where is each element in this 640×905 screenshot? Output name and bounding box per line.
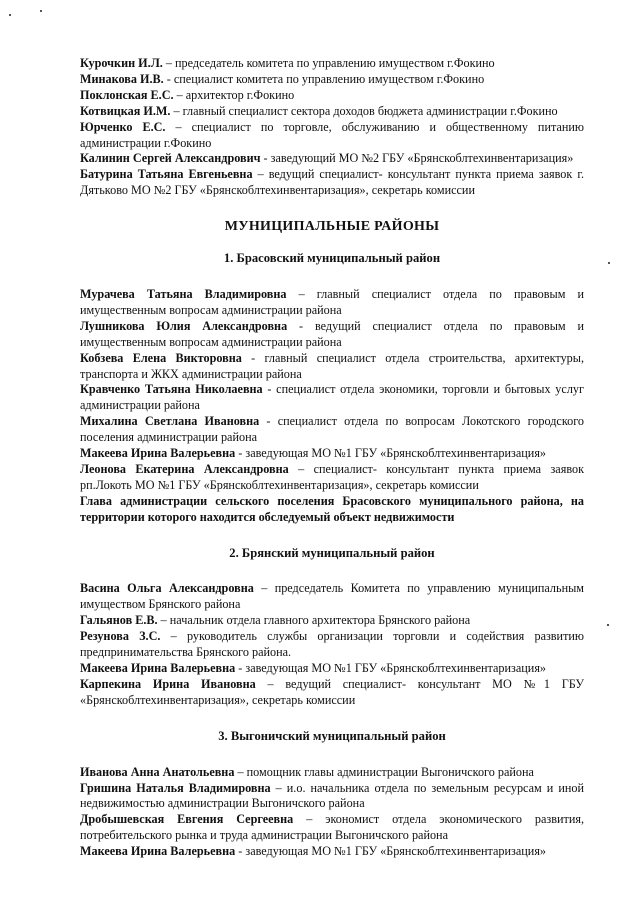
scan-speck bbox=[607, 624, 609, 626]
member-role: заведующий МО №2 ГБУ «Брянскоблтехинвентаризация» bbox=[270, 151, 574, 166]
member-name: Иванова Анна Анатольевна bbox=[80, 764, 235, 779]
member-name: Юрченко Е.С. bbox=[80, 119, 166, 134]
member-role: экономист отдела экономического развития, потребительского рынка и труда администрации Выгоничского района bbox=[80, 812, 584, 843]
separator: – bbox=[270, 780, 287, 795]
member-role: ведущий специалист- консультант пункта приема заявок г. Дятьково МО №2 ГБУ «Брянскоблтехинвентаризация», секретарь комиссии bbox=[80, 167, 585, 198]
member-role: главный специалист сектора доходов бюджета администрации г.Фокино bbox=[182, 103, 558, 118]
member-entry bbox=[80, 104, 584, 120]
district-title: 3. Выгоничский муниципальный район bbox=[218, 728, 446, 743]
member-entry bbox=[80, 56, 584, 72]
member-entry bbox=[80, 319, 584, 351]
member-entry bbox=[80, 629, 584, 661]
member-role: заведующая МО №1 ГБУ «Брянскоблтехинвентаризация» bbox=[245, 446, 547, 461]
separator: - bbox=[287, 318, 315, 333]
separator: - bbox=[259, 414, 278, 429]
district-title: 2. Брянский муниципальный район bbox=[229, 545, 435, 560]
member-entry bbox=[80, 151, 584, 167]
separator: - bbox=[262, 382, 277, 397]
member-entry bbox=[80, 351, 584, 383]
member-entry bbox=[80, 812, 584, 844]
district-section bbox=[80, 729, 584, 860]
member-entry bbox=[80, 287, 584, 319]
separator: - bbox=[163, 71, 174, 86]
district-sections bbox=[80, 251, 584, 860]
separator: – bbox=[173, 87, 186, 102]
commission-members-fokino bbox=[80, 56, 584, 199]
separator: - bbox=[235, 844, 246, 859]
separator: – bbox=[286, 286, 317, 301]
member-entry bbox=[80, 462, 584, 494]
member-role: ведущий специалист отдела по правовым и имущественным вопросам администрации района bbox=[80, 318, 585, 349]
member-name: Резунова З.С. bbox=[80, 629, 161, 644]
member-name: Поклонская Е.С. bbox=[80, 87, 174, 102]
member-role: специалист комитета по управлению имуществом г.Фокино bbox=[173, 71, 485, 86]
member-name: Кобзева Елена Викторовна bbox=[80, 350, 242, 365]
member-role: заведующая МО №1 ГБУ «Брянскоблтехинвентаризация» bbox=[245, 844, 547, 859]
member-role: главный специалист отдела по правовым и имущественным вопросам администрации района bbox=[80, 286, 585, 317]
member-role: председатель Комитета по управлению муниципальным имуществом Брянского района bbox=[80, 581, 584, 612]
member-role: руководитель службы организации торговли и содействия развитию предпринимательства Брянского района. bbox=[80, 629, 585, 660]
member-name: Кравченко Татьяна Николаевна bbox=[80, 382, 263, 397]
separator: – bbox=[253, 581, 275, 596]
member-entry bbox=[80, 677, 584, 709]
separator: - bbox=[235, 661, 246, 675]
member-entry bbox=[80, 72, 584, 88]
separator: - bbox=[260, 151, 271, 166]
member-entry bbox=[80, 613, 584, 629]
member-role: ведущий специалист- консультант МО №1 ГБУ «Брянскоблтехинвентаризация», секретарь комиссии bbox=[80, 676, 585, 707]
member-name: Леонова Екатерина Александровна bbox=[80, 461, 289, 476]
separator: – bbox=[162, 56, 176, 70]
member-entry bbox=[80, 781, 584, 813]
main-heading: МУНИЦИПАЛЬНЫЕ РАЙОНЫ bbox=[224, 219, 440, 235]
member-name: Дробышевская Евгения Сергеевна bbox=[80, 812, 294, 827]
member-role: специалист по торговле, обслуживанию и общественному питанию администрации г.Фокино bbox=[80, 119, 585, 150]
member-role: специалист отдела по вопросам Локотского городского поселения администрации района bbox=[80, 414, 585, 445]
member-name: Лушникова Юлия Александровна bbox=[80, 318, 288, 333]
district-section bbox=[80, 546, 584, 709]
separator: – bbox=[293, 812, 326, 827]
member-entry bbox=[80, 382, 584, 414]
member-entry bbox=[80, 88, 584, 104]
member-role: председатель комитета по управлению имуществом г.Фокино bbox=[175, 56, 495, 70]
separator: – bbox=[234, 764, 247, 779]
member-name: Минакова И.В. bbox=[80, 71, 164, 86]
separator: – bbox=[160, 629, 187, 644]
member-entry bbox=[80, 844, 584, 860]
closing-note: Глава администрации сельского поселения Брасовского муниципального района, на территории которого находится обследуемый объект недвижимости bbox=[80, 493, 584, 524]
member-entry bbox=[80, 120, 584, 152]
member-name: Макеева Ирина Валерьевна bbox=[80, 844, 236, 859]
member-role: начальник отдела главного архитектора Брянского района bbox=[169, 613, 471, 628]
separator: – bbox=[165, 119, 192, 134]
scan-speck bbox=[40, 10, 42, 12]
member-role: специалист- консультант пункта приема заявок рп.Локоть МО №1 ГБУ «Брянскоблтехинвентаризация», секретарь комиссии bbox=[80, 461, 585, 492]
member-name: Михалина Светлана Ивановна bbox=[80, 414, 260, 429]
member-name: Гальянов Е.В. bbox=[80, 613, 158, 628]
member-entry bbox=[80, 446, 584, 462]
member-name: Макеева Ирина Валерьевна bbox=[80, 661, 236, 675]
member-name: Калинин Сергей Александрович bbox=[80, 151, 261, 166]
separator: – bbox=[288, 461, 314, 476]
member-role: специалист отдела экономики, торговли и бытовых услуг администрации района bbox=[80, 382, 584, 413]
member-name: Батурина Татьяна Евгеньевна bbox=[80, 167, 253, 182]
member-name: Гришина Наталья Владимировна bbox=[80, 780, 271, 795]
district-section bbox=[80, 251, 584, 526]
member-name: Мурачева Татьяна Владимировна bbox=[80, 286, 287, 301]
member-role: заведующая МО №1 ГБУ «Брянскоблтехинвентаризация» bbox=[245, 661, 547, 675]
document-page bbox=[80, 56, 584, 880]
member-role: помощник главы администрации Выгоничского района bbox=[246, 764, 534, 779]
member-name: Котвицкая И.М. bbox=[80, 103, 171, 118]
member-entry bbox=[80, 765, 584, 781]
separator: – bbox=[157, 613, 170, 628]
member-entry bbox=[80, 661, 584, 677]
member-role: архитектор г.Фокино bbox=[185, 87, 295, 102]
scan-speck bbox=[608, 262, 610, 264]
district-title: 1. Брасовский муниципальный район bbox=[223, 251, 441, 266]
member-name: Карпекина Ирина Ивановна bbox=[80, 676, 256, 691]
separator: – bbox=[255, 676, 286, 691]
scan-speck bbox=[9, 14, 11, 16]
member-entry bbox=[80, 581, 584, 613]
member-role: главный специалист отдела строительства, архитектуры, транспорта и ЖКХ администрации района bbox=[80, 350, 584, 381]
member-name: Курочкин И.Л. bbox=[80, 56, 163, 70]
member-name: Макеева Ирина Валерьевна bbox=[80, 446, 236, 461]
member-entry bbox=[80, 167, 584, 199]
member-name: Васина Ольга Александровна bbox=[80, 581, 254, 596]
member-role: и.о. начальника отдела по земельным ресурсам и иной недвижимостью администрации Выгоничского района bbox=[80, 780, 584, 811]
member-entry bbox=[80, 414, 584, 446]
separator: – bbox=[252, 167, 269, 182]
separator: – bbox=[170, 103, 183, 118]
separator: - bbox=[235, 446, 246, 461]
separator: - bbox=[241, 350, 265, 365]
